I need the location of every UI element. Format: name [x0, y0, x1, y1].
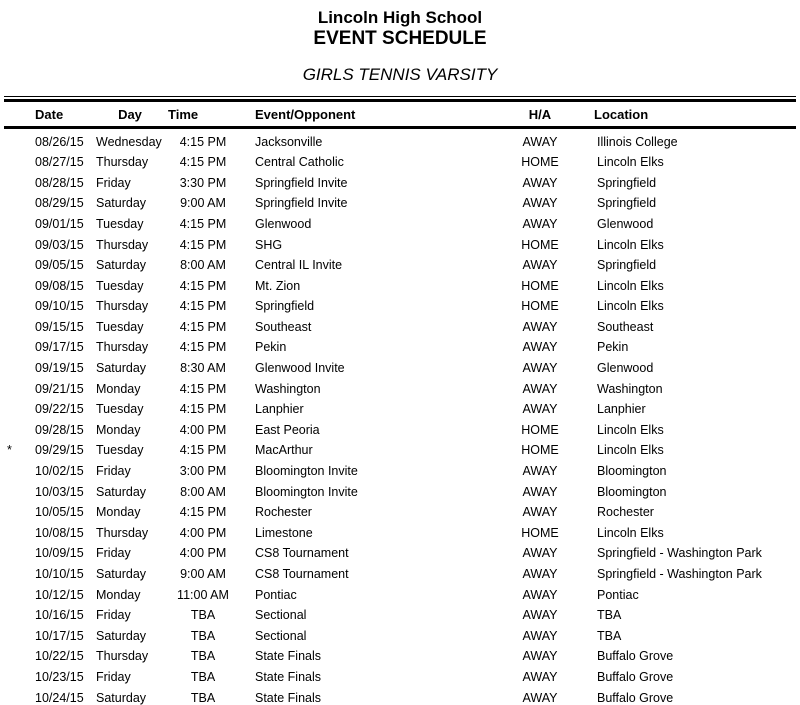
table-row [0, 378, 800, 399]
cell-event-opponent: Pekin [255, 340, 287, 355]
cell-date: 10/22/15 [35, 649, 84, 664]
cell-time: 4:15 PM [179, 319, 227, 334]
cell-date: 10/03/15 [35, 484, 84, 499]
cell-day: Tuesday [96, 443, 144, 458]
cell-day: Monday [96, 381, 141, 396]
cell-event-opponent: Central Catholic [255, 155, 344, 170]
cell-home-away: AWAY [522, 628, 558, 643]
cell-home-away: HOME [521, 237, 559, 252]
cell-event-opponent: Jacksonville [255, 134, 323, 149]
cell-event-opponent: State Finals [255, 690, 322, 705]
table-row [0, 152, 800, 173]
cell-day: Thursday [96, 237, 149, 252]
cell-event-opponent: CS8 Tournament [255, 546, 349, 561]
cell-event-opponent: MacArthur [255, 443, 313, 458]
column-header-day: Day [118, 106, 142, 122]
cell-day: Thursday [96, 649, 149, 664]
cell-home-away: AWAY [522, 340, 558, 355]
table-row [0, 646, 800, 667]
cell-time: 3:00 PM [179, 464, 227, 479]
table-row [0, 625, 800, 646]
cell-event-opponent: CS8 Tournament [255, 567, 349, 581]
cell-event-opponent: Glenwood Invite [255, 361, 345, 376]
table-row [0, 399, 800, 420]
cell-time: TBA [190, 690, 216, 705]
cell-day: Friday [96, 175, 131, 190]
cell-day: Saturday [96, 628, 147, 643]
cell-date: 09/21/15 [35, 381, 84, 396]
cell-date: 10/16/15 [35, 608, 84, 623]
cell-date: 09/10/15 [35, 299, 84, 314]
cell-home-away: AWAY [522, 402, 558, 417]
column-header-home-away: H/A [528, 106, 552, 122]
cell-home-away: AWAY [522, 216, 558, 231]
cell-home-away: AWAY [522, 175, 558, 190]
cell-home-away: HOME [521, 278, 559, 293]
cell-event-opponent: State Finals [255, 669, 322, 684]
cell-date: 09/08/15 [35, 278, 84, 293]
cell-date: 10/23/15 [35, 669, 84, 684]
cell-date: 08/26/15 [35, 134, 84, 149]
cell-location: Glenwood [597, 216, 654, 231]
cell-time: 4:15 PM [179, 505, 227, 520]
cell-day: Thursday [96, 155, 149, 170]
cell-day: Friday [96, 464, 131, 479]
cell-date: 10/17/15 [35, 628, 84, 643]
cell-time: 4:00 PM [179, 546, 227, 561]
cell-location: Springfield [597, 175, 657, 190]
cell-day: Monday [96, 587, 141, 602]
cell-day: Saturday [96, 567, 147, 581]
cell-location: Lincoln Elks [597, 278, 664, 293]
cell-time: 9:00 AM [180, 196, 226, 211]
cell-time: 4:15 PM [179, 402, 227, 417]
cell-date: 09/03/15 [35, 237, 84, 252]
cell-location: Illinois College [597, 134, 678, 149]
cell-location: Bloomington [597, 464, 667, 479]
cell-event-opponent: Rochester [255, 505, 312, 520]
cell-home-away: AWAY [522, 134, 558, 149]
cell-home-away: AWAY [522, 587, 558, 602]
cell-date: 10/09/15 [35, 546, 84, 561]
cell-time: 4:15 PM [179, 299, 227, 314]
cell-home-away: AWAY [522, 567, 558, 581]
cell-location: Glenwood [597, 361, 654, 376]
cell-day: Monday [96, 505, 141, 520]
cell-day: Tuesday [96, 278, 144, 293]
cell-event-opponent: Glenwood [255, 216, 312, 231]
cell-time: 4:15 PM [179, 381, 227, 396]
cell-day: Friday [96, 669, 131, 684]
column-header-time: Time [168, 106, 199, 122]
cell-date: 09/17/15 [35, 340, 84, 355]
cell-location: Lanphier [597, 402, 646, 417]
cell-home-away: AWAY [522, 484, 558, 499]
cell-event-opponent: Washington [255, 381, 321, 396]
table-row [0, 481, 800, 502]
table-row [0, 564, 800, 585]
cell-time: 4:15 PM [179, 216, 227, 231]
cell-date: 10/24/15 [35, 690, 84, 705]
cell-event-opponent: Central IL Invite [255, 258, 343, 273]
column-header-event-opponent: Event/Opponent [255, 106, 356, 122]
cell-time: 8:30 AM [180, 361, 226, 376]
table-row [0, 172, 800, 193]
cell-event-opponent: Bloomington Invite [255, 464, 358, 479]
table-row [0, 584, 800, 605]
cell-event-opponent: Sectional [255, 628, 307, 643]
cell-location: Washington [597, 381, 663, 396]
cell-date: 08/29/15 [35, 196, 84, 211]
cell-home-away: AWAY [522, 669, 558, 684]
cell-event-opponent: Southeast [255, 319, 312, 334]
cell-date: 08/28/15 [35, 175, 84, 190]
cell-day: Friday [96, 546, 131, 561]
cell-time: 4:15 PM [179, 340, 227, 355]
table-row [0, 193, 800, 214]
cell-date: 09/19/15 [35, 361, 84, 376]
cell-location: Buffalo Grove [597, 649, 674, 664]
table-row [0, 687, 800, 705]
cell-date: 09/29/15 [35, 443, 84, 458]
cell-event-opponent: Springfield [255, 299, 315, 314]
cell-event-opponent: Mt. Zion [255, 278, 301, 293]
school-name: Lincoln High School [317, 8, 483, 27]
cell-date: 08/27/15 [35, 155, 84, 170]
cell-time: 8:00 AM [180, 484, 226, 499]
cell-date: 10/10/15 [35, 567, 84, 581]
table-row [0, 461, 800, 482]
cell-day: Monday [96, 422, 141, 437]
cell-location: Springfield [597, 258, 657, 273]
cell-home-away: AWAY [522, 608, 558, 623]
cell-location: Springfield [597, 196, 657, 211]
table-row [0, 296, 800, 317]
cell-location: Buffalo Grove [597, 669, 674, 684]
table-row [0, 605, 800, 626]
cell-home-away: HOME [521, 155, 559, 170]
cell-time: TBA [190, 608, 216, 623]
cell-date: 10/05/15 [35, 505, 84, 520]
cell-time: 11:00 AM [177, 587, 229, 602]
cell-event-opponent: State Finals [255, 649, 322, 664]
cell-home-away: HOME [521, 422, 559, 437]
cell-time: 8:00 AM [180, 258, 226, 273]
cell-event-opponent: Springfield Invite [255, 175, 348, 190]
cell-home-away: AWAY [522, 258, 558, 273]
cell-home-away: AWAY [522, 546, 558, 561]
cell-home-away: AWAY [522, 690, 558, 705]
column-header-location: Location [594, 106, 649, 122]
cell-location: Lincoln Elks [597, 155, 664, 170]
cell-event-opponent: Pontiac [255, 587, 297, 602]
cell-time: 4:15 PM [179, 134, 227, 149]
cell-location: Lincoln Elks [597, 443, 664, 458]
cell-location: Springfield - Washington Park [597, 546, 762, 561]
table-row [0, 255, 800, 276]
rule-thin [4, 96, 796, 97]
cell-home-away: HOME [521, 525, 559, 540]
cell-time: 4:00 PM [179, 422, 227, 437]
cell-day: Tuesday [96, 216, 144, 231]
table-row [0, 317, 800, 338]
cell-time: 4:15 PM [179, 278, 227, 293]
cell-location: Southeast [597, 319, 654, 334]
cell-event-opponent: Sectional [255, 608, 307, 623]
cell-home-away: AWAY [522, 381, 558, 396]
cell-location: TBA [597, 608, 622, 623]
cell-location: Pekin [597, 340, 629, 355]
cell-time: 9:00 AM [180, 567, 226, 581]
table-row [0, 337, 800, 358]
cell-home-away: HOME [521, 443, 559, 458]
table-row [0, 543, 800, 564]
cell-time: 4:15 PM [179, 155, 227, 170]
cell-event-opponent: Lanphier [255, 402, 304, 417]
cell-time: 4:00 PM [179, 525, 227, 540]
cell-day: Saturday [96, 196, 147, 211]
table-row [0, 131, 800, 152]
cell-day: Thursday [96, 299, 149, 314]
cell-date: 09/01/15 [35, 216, 84, 231]
cell-location: Lincoln Elks [597, 299, 664, 314]
cell-time: TBA [190, 628, 216, 643]
cell-home-away: AWAY [522, 464, 558, 479]
cell-location: Lincoln Elks [597, 422, 664, 437]
cell-date: 09/28/15 [35, 422, 84, 437]
cell-event-opponent: Bloomington Invite [255, 484, 358, 499]
schedule-table-body [0, 129, 800, 705]
cell-home-away: AWAY [522, 361, 558, 376]
cell-day: Saturday [96, 258, 147, 273]
cell-time: 4:15 PM [179, 443, 227, 458]
table-row [0, 275, 800, 296]
cell-day: Saturday [96, 690, 147, 705]
table-row [0, 234, 800, 255]
cell-day: Thursday [96, 340, 149, 355]
cell-event-opponent: SHG [255, 237, 283, 252]
table-row [0, 358, 800, 379]
cell-location: Pontiac [597, 587, 639, 602]
cell-date: 10/12/15 [35, 587, 84, 602]
cell-day: Friday [96, 608, 131, 623]
cell-home-away: AWAY [522, 505, 558, 520]
cell-day: Saturday [96, 484, 147, 499]
cell-location: Buffalo Grove [597, 690, 674, 705]
cell-home-away: AWAY [522, 649, 558, 664]
cell-location: TBA [597, 628, 622, 643]
page-title: EVENT SCHEDULE [313, 28, 487, 50]
cell-location: Lincoln Elks [597, 237, 664, 252]
cell-day: Thursday [96, 525, 149, 540]
table-row [0, 440, 800, 461]
table-header-row [0, 102, 800, 126]
cell-time: TBA [190, 649, 216, 664]
cell-home-away: HOME [521, 299, 559, 314]
cell-day: Saturday [96, 361, 147, 376]
cell-day: Wednesday [96, 134, 162, 149]
cell-location: Springfield - Washington Park [597, 567, 762, 581]
cell-event-opponent: Limestone [255, 525, 313, 540]
schedule-subtitle: GIRLS TENNIS VARSITY [302, 65, 498, 85]
cell-home-away: AWAY [522, 319, 558, 334]
cell-date: 10/02/15 [35, 464, 84, 479]
cell-time: 4:15 PM [179, 237, 227, 252]
cell-date: 09/15/15 [35, 319, 84, 334]
cell-location: Rochester [597, 505, 654, 520]
cell-date: 10/08/15 [35, 525, 84, 540]
cell-home-away: AWAY [522, 196, 558, 211]
schedule-table [0, 96, 800, 705]
table-row [0, 667, 800, 688]
column-header-date: Date [35, 106, 64, 122]
table-row [0, 420, 800, 441]
cell-time: 3:30 PM [179, 175, 227, 190]
table-row [0, 502, 800, 523]
cell-event-opponent: Springfield Invite [255, 196, 348, 211]
cell-location: Bloomington [597, 484, 667, 499]
table-row [0, 523, 800, 544]
cell-event-opponent: East Peoria [255, 422, 320, 437]
cell-location: Lincoln Elks [597, 525, 664, 540]
cell-date: 09/05/15 [35, 258, 84, 273]
cell-date: 09/22/15 [35, 402, 84, 417]
cell-day: Tuesday [96, 319, 144, 334]
cell-time: TBA [190, 669, 216, 684]
cell-day: Tuesday [96, 402, 144, 417]
row-flag-asterisk: * [7, 443, 12, 458]
table-row [0, 214, 800, 235]
